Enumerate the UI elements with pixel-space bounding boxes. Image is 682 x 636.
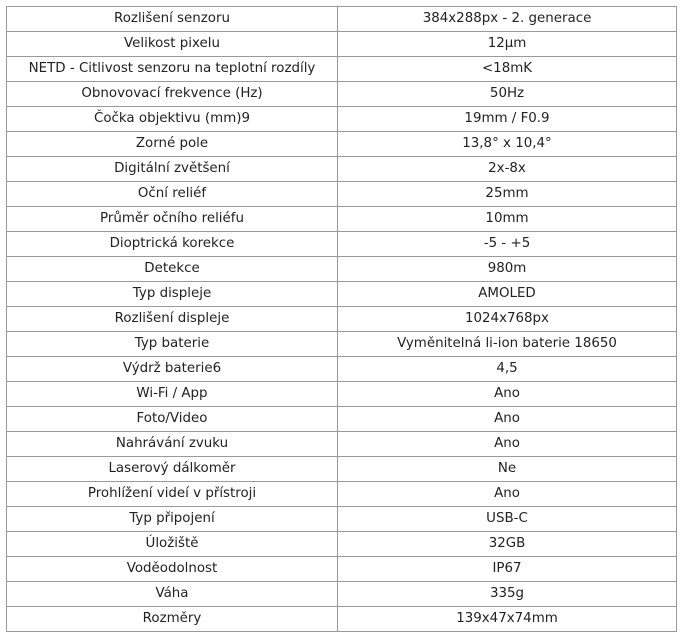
table-row (7, 182, 677, 207)
spec-value-cell: 139x47x74mm (338, 607, 677, 632)
table-row (7, 157, 677, 182)
table-row (7, 482, 677, 507)
spec-value-cell: 2x-8x (338, 157, 677, 182)
spec-name-cell: Foto/Video (7, 407, 338, 432)
table-row (7, 557, 677, 582)
table-row (7, 457, 677, 482)
spec-name-cell: Nahrávání zvuku (7, 432, 338, 457)
spec-value-cell: 1024x768px (338, 307, 677, 332)
spec-value-cell: 980m (338, 257, 677, 282)
table-row (7, 32, 677, 57)
table-row (7, 532, 677, 557)
specification-table-body (7, 7, 677, 632)
table-row (7, 582, 677, 607)
table-row (7, 207, 677, 232)
spec-name-cell: Zorné pole (7, 132, 338, 157)
table-row (7, 332, 677, 357)
spec-name-cell: Digitální zvětšení (7, 157, 338, 182)
spec-value-cell: 10mm (338, 207, 677, 232)
spec-name-cell: Typ baterie (7, 332, 338, 357)
spec-name-cell: Úložiště (7, 532, 338, 557)
table-row (7, 232, 677, 257)
spec-name-cell: Laserový dálkoměr (7, 457, 338, 482)
specification-table (6, 6, 677, 632)
spec-name-cell: Rozlišení displeje (7, 307, 338, 332)
spec-name-cell: Průměr očního reliéfu (7, 207, 338, 232)
spec-name-cell: Oční reliéf (7, 182, 338, 207)
table-row (7, 357, 677, 382)
spec-value-cell: USB-C (338, 507, 677, 532)
spec-value-cell: -5 - +5 (338, 232, 677, 257)
spec-name-cell: Výdrž baterie6 (7, 357, 338, 382)
spec-value-cell: Ano (338, 407, 677, 432)
table-row (7, 257, 677, 282)
spec-value-cell: IP67 (338, 557, 677, 582)
spec-name-cell: Typ připojení (7, 507, 338, 532)
spec-value-cell: 12μm (338, 32, 677, 57)
spec-name-cell: Velikost pixelu (7, 32, 338, 57)
spec-name-cell: Rozměry (7, 607, 338, 632)
table-row (7, 7, 677, 32)
spec-value-cell: Ano (338, 382, 677, 407)
spec-name-cell: Rozlišení senzoru (7, 7, 338, 32)
table-row (7, 107, 677, 132)
spec-name-cell: Prohlížení videí v přístroji (7, 482, 338, 507)
table-row (7, 382, 677, 407)
spec-value-cell: AMOLED (338, 282, 677, 307)
spec-value-cell: <18mK (338, 57, 677, 82)
spec-value-cell: 19mm / F0.9 (338, 107, 677, 132)
spec-name-cell: Dioptrická korekce (7, 232, 338, 257)
spec-value-cell: Ano (338, 432, 677, 457)
spec-value-cell: 13,8° x 10,4° (338, 132, 677, 157)
table-row (7, 57, 677, 82)
spec-value-cell: Vyměnitelná li-ion baterie 18650 (338, 332, 677, 357)
spec-name-cell: Wi-Fi / App (7, 382, 338, 407)
table-row (7, 507, 677, 532)
spec-name-cell: Obnovovací frekvence (Hz) (7, 82, 338, 107)
table-row (7, 132, 677, 157)
spec-value-cell: Ano (338, 482, 677, 507)
table-row (7, 82, 677, 107)
table-row (7, 307, 677, 332)
spec-name-cell: Detekce (7, 257, 338, 282)
spec-value-cell: 4,5 (338, 357, 677, 382)
spec-name-cell: Voděodolnost (7, 557, 338, 582)
table-row (7, 432, 677, 457)
table-row (7, 282, 677, 307)
table-row (7, 407, 677, 432)
spec-value-cell: 32GB (338, 532, 677, 557)
spec-name-cell: NETD - Citlivost senzoru na teplotní rozdíly (7, 57, 338, 82)
spec-name-cell: Čočka objektivu (mm)9 (7, 107, 338, 132)
spec-value-cell: 384x288px - 2. generace (338, 7, 677, 32)
spec-value-cell: 25mm (338, 182, 677, 207)
spec-value-cell: 50Hz (338, 82, 677, 107)
spec-value-cell: 335g (338, 582, 677, 607)
spec-name-cell: Typ displeje (7, 282, 338, 307)
spec-value-cell: Ne (338, 457, 677, 482)
spec-name-cell: Váha (7, 582, 338, 607)
table-row (7, 607, 677, 632)
